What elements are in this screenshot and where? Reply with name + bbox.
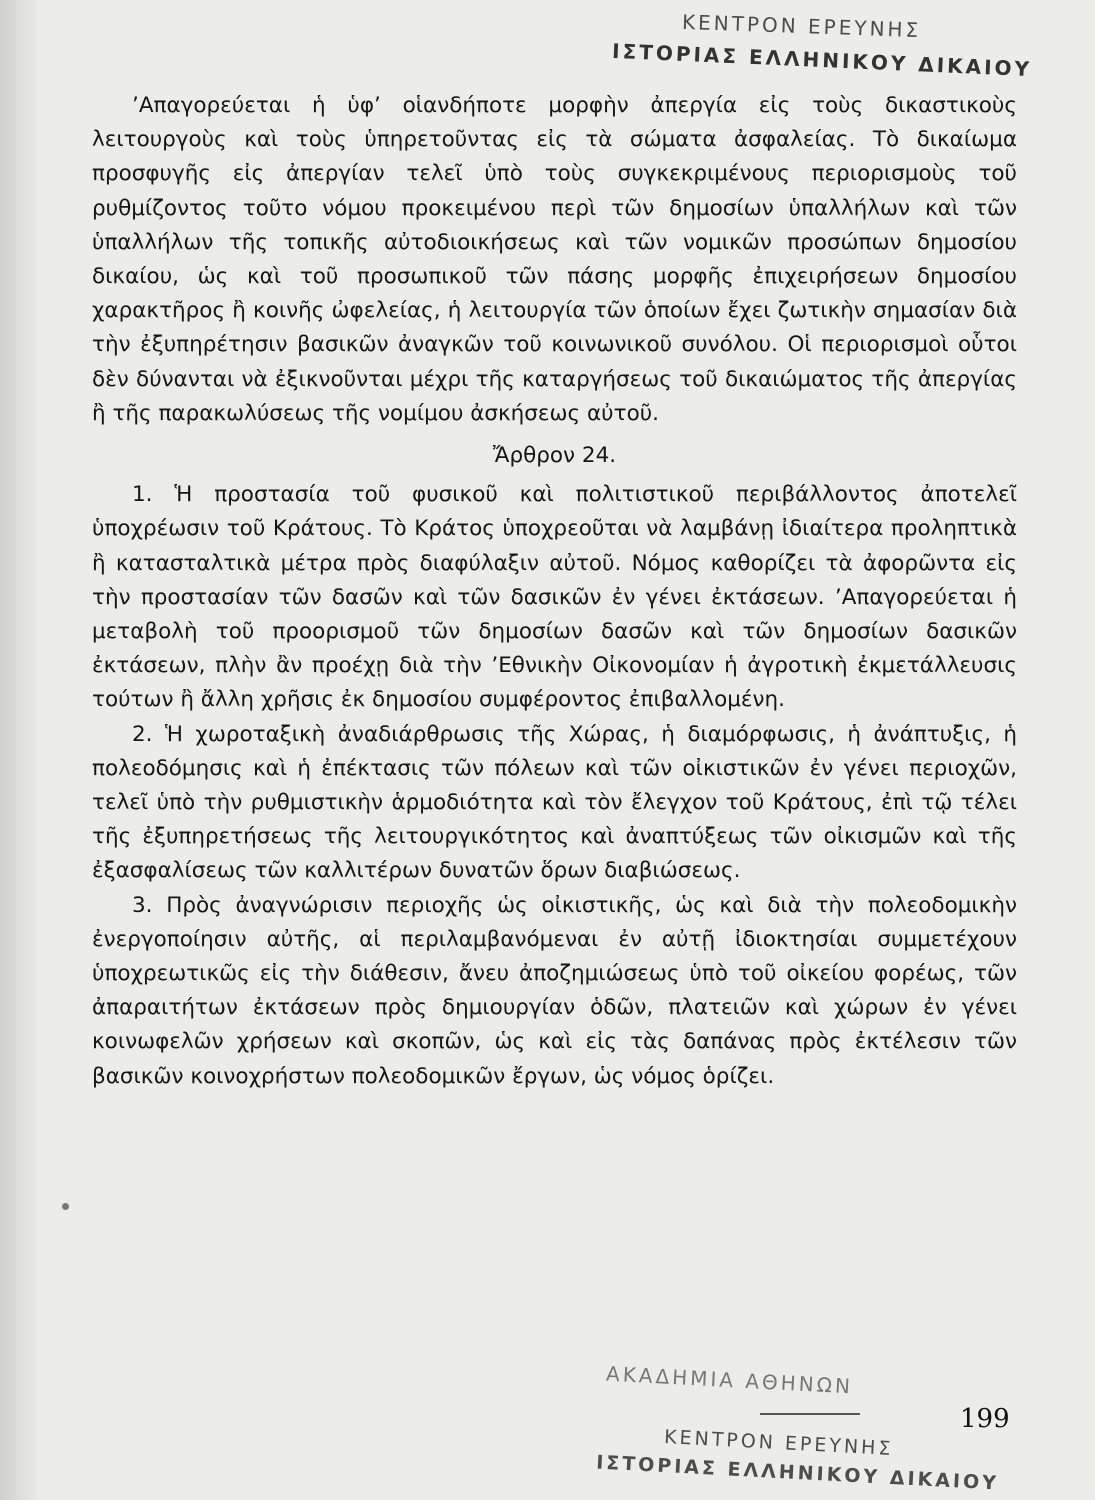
article-paragraph-2: 2. Ἡ χωροταξικὴ ἀναδιάρθρωσις τῆς Χώρας, ἡ διαμόρφωσις, ἡ ἀνάπτυξις, ἡ πολεοδόμησις καὶ ἡ ἐπέκτασις τῶν πόλεων καὶ τῶν οἰκιστικῶν ἐν γένει περιοχῶν, τελεῖ ὑπὸ τὴν ρυθμιστικὴν ἁρμοδιότητα καὶ τὸν ἔλεγχον τοῦ Κράτους, ἐπὶ τῷ τέλει τῆς ἐξυπηρετήσεως τῆς λειτουργικότητος καὶ ἀναπτύξεως τῶν οἰκισμῶν καὶ τῆς ἐξασφαλίσεως τῶν καλλιτέρων δυνατῶν ὅρων διαβιώσεως. — [92, 721, 1017, 884]
stamp-history-greek-law-bottom: ΙΣΤΟΡΙΑΣ ΕΛΛΗΝΙΚΟΥ ΔΙΚΑΙΟΥ — [595, 1451, 1000, 1495]
article-paragraph-1: 1. Ἡ προστασία τοῦ φυσικοῦ καὶ πολιτιστικοῦ περιβάλλοντος ἀποτελεῖ ὑποχρέωσιν τοῦ Κράτους. Τὸ Κράτος ὑποχρεοῦται νὰ λαμβάνῃ ἰδιαίτερα προληπτικὰ ἢ κατασταλτικὰ μέτρα πρὸς διαφύλαξιν αὐτοῦ. Νόμος καθορίζει τὰ ἀφορῶντα εἰς τὴν προστασίαν τῶν δασῶν καὶ τῶν δασικῶν ἐν γένει ἐκτάσεων. ’Απαγορεύεται ἡ μεταβολὴ τοῦ προορισμοῦ τῶν δημοσίων δασῶν καὶ τῶν δημοσίων δασικῶν ἐκτάσεων, πλὴν ἂν προέχῃ διὰ τὴν ’Εθνικὴν Οἰκονομίαν ἡ ἀγροτικὴ ἐκμετάλλευσις τούτων ἢ ἄλλη χρῆσις ἐκ δημοσίου συμφέροντος ἐπιβαλλομένη. — [92, 482, 1017, 713]
stamp-divider-line — [760, 1413, 860, 1415]
article-heading: Ἄρθρον 24. — [492, 443, 617, 469]
scan-speck — [62, 1203, 69, 1210]
article-paragraph-3: 3. Πρὸς ἀναγνώρισιν περιοχῆς ὡς οἰκιστικῆς, ὡς καὶ διὰ τὴν πολεοδομικὴν ἐνεργοποίησιν αὐτῆς, αἱ περιλαμβανόμεναι ἐν αὐτῇ ἰδιοκτησίαι συμμετέχουν ὑποχρεωτικῶς εἰς τὴν διάθεσιν, ἄνευ ἀποζημιώσεως ὑπὸ τοῦ οἰκείου φορέως, τῶν ἀπαραιτήτων ἐκτάσεων πρὸς δημιουργίαν ὁδῶν, πλατειῶν καὶ χώρων ἐν γένει κοινωφελῶν χρήσεων καὶ σκοπῶν, ὡς καὶ εἰς τὰς δαπάνας πρὸς ἐκτέλεσιν τῶν βασικῶν κοινοχρήστων πολεοδομικῶν ἔργων, ὡς νόμος ὁρίζει. — [92, 892, 1017, 1089]
page-binding-shadow — [0, 0, 40, 1500]
stamp-research-center-top: ΚΕΝΤΡΟΝ ΕΡΕΥΝΗΣ — [681, 9, 922, 43]
document-body — [92, 89, 1017, 1094]
page-number: 199 — [960, 1404, 1010, 1434]
intro-paragraph: ’Απαγορεύεται ἡ ὑφ’ οἱανδήποτε μορφὴν ἀπεργία εἰς τοὺς δικαστικοὺς λειτουργοὺς καὶ τοὺς ὑπηρετοῦντας εἰς τὰ σώματα ἀσφαλείας. Τὸ δικαίωμα προσφυγῆς εἰς ἀπεργίαν τελεῖ ὑπὸ τοὺς συγκεκριμένους περιορισμοὺς τοῦ ρυθμίζοντος τοῦτο νόμου προκειμένου περὶ τῶν δημοσίων ὑπαλλήλων καὶ τῶν ὑπαλλήλων τῆς τοπικῆς αὐτοδιοικήσεως καὶ τῶν νομικῶν προσώπων δημοσίου δικαίου, ὡς καὶ τοῦ προσωπικοῦ τῶν πάσης μορφῆς ἐπιχειρήσεων δημοσίου χαρακτῆρος ἢ κοινῆς ὠφελείας, ἡ λειτουργία τῶν ὁποίων ἔχει ζωτικὴν σημασίαν διὰ τὴν ἐξυπηρέτησιν βασικῶν ἀναγκῶν τοῦ κοινωνικοῦ συνόλου. Οἱ περιορισμοὶ οὗτοι δὲν δύνανται νὰ ἐξικνοῦνται μέχρι τῆς καταργήσεως τοῦ δικαιώματος τῆς ἀπεργίας ἢ τῆς παρακωλύσεως τῆς νομίμου ἀσκήσεως αὐτοῦ. — [92, 93, 1017, 426]
stamp-history-greek-law-top: ΙΣΤΟΡΙΑΣ ΕΛΛΗΝΙΚΟΥ ΔΙΚΑΙΟΥ — [611, 38, 1033, 82]
stamp-academy-athens: ΑΚΑΔΗΜΙΑ ΑΘΗΝΩΝ — [605, 1361, 854, 1399]
stamp-research-center-bottom: ΚΕΝΤΡΟΝ ΕΡΕΥΝΗΣ — [663, 1426, 894, 1460]
